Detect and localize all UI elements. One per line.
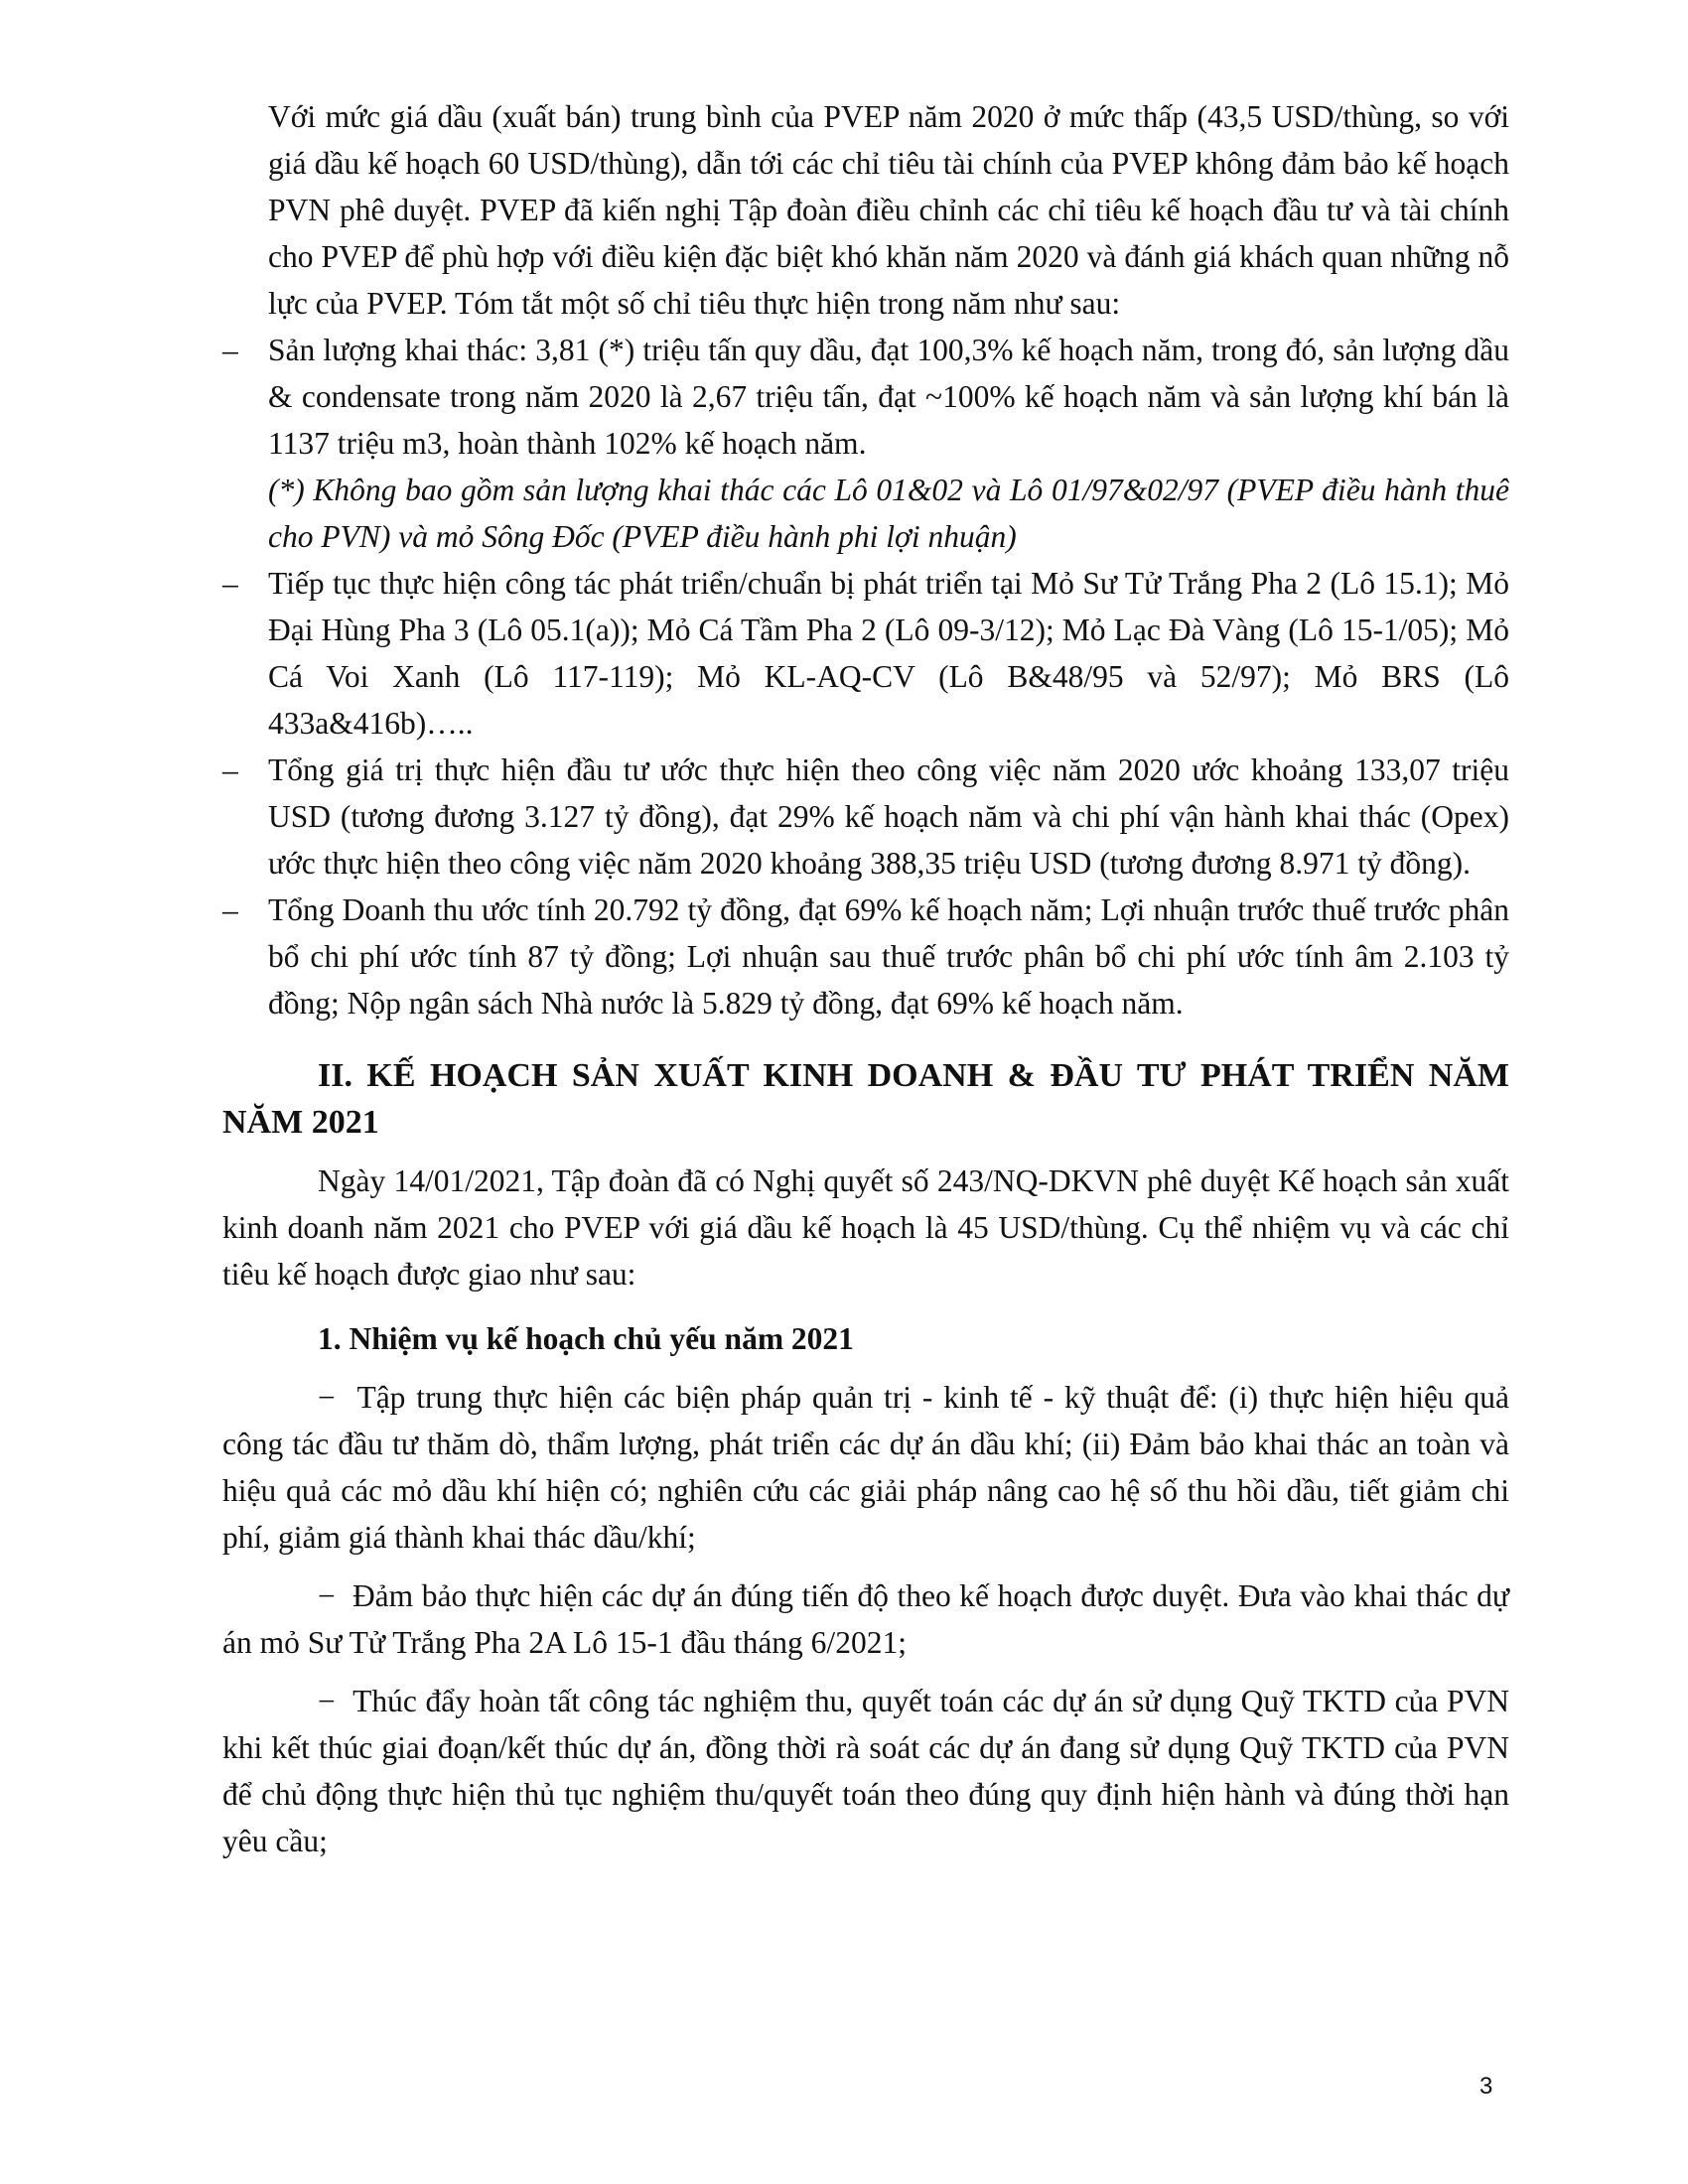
task-item [222,1678,1509,1864]
list-item [222,560,1509,747]
list-item-text: Sản lượng khai thác: 3,81 (*) triệu tấn quy dầu, đạt 100,3% kế hoạch năm, trong đó, sản lượng dầu & condensate trong năm 2020 là 2,67 triệu tấn, đạt ~100% kế hoạch năm và sản lượng khí bán là 1137 triệu m3, hoàn thành 102% kế hoạch năm. [268,333,1509,461]
dash-marker: – [222,566,238,601]
section-paragraph: Ngày 14/01/2021, Tập đoàn đã có Nghị quyết số 243/NQ-DKVN phê duyệt Kế hoạch sản xuất kinh doanh năm 2021 cho PVEP với giá dầu kế hoạch là 45 USD/thùng. Cụ thể nhiệm vụ và các chỉ tiêu kế hoạch được giao như sau: [222,1163,1509,1292]
list-item [222,887,1509,1026]
section-title: KẾ HOẠCH SẢN XUẤT KINH DOANH & ĐẦU TƯ PHÁT TRIỂN NĂM NĂM 2021 [222,1057,1510,1141]
list-item [222,747,1509,887]
section-number: II. [318,1057,352,1094]
dash-marker: – [222,333,238,367]
task-item [222,1572,1509,1666]
dash-marker: − [318,1684,336,1718]
list-item-text: Tiếp tục thực hiện công tác phát triển/chuẩn bị phát triển tại Mỏ Sư Tử Trắng Pha 2 (Lô 15.1); Mỏ Đại Hùng Pha 3 (Lô 05.1(a)); Mỏ Cá Tầm Pha 2 (Lô 09-3/12); Mỏ Lạc Đà Vàng (Lô 15-1/05); Mỏ Cá Voi Xanh (Lô 117-119); Mỏ KL-AQ-CV (Lô B&48/95 và 52/97); Mỏ BRS (Lô 433a&416b)….. [268,566,1509,741]
production-footnote: (*) Không bao gồm sản lượng khai thác các Lô 01&02 và Lô 01/97&02/97 (PVEP điều hành thuê cho PVN) và mỏ Sông Đốc (PVEP điều hành phi lợi nhuận) [268,473,1509,554]
task-text: Tập trung thực hiện các biện pháp quản trị - kinh tế - kỹ thuật để: (i) thực hiện hiệu quả công tác đầu tư thăm dò, thẩm lượng, phát triển các dự án dầu khí; (ii) Đảm bảo khai thác an toàn và hiệu quả các mỏ dầu khí hiện có; nghiên cứu các giải pháp nâng cao hệ số thu hồi dầu, tiết giảm chi phí, giảm giá thành khai thác dầu/khí; [222,1380,1510,1555]
intro-paragraph: Với mức giá dầu (xuất bán) trung bình của PVEP năm 2020 ở mức thấp (43,5 USD/thùng, so với giá dầu kế hoạch 60 USD/thùng), dẫn tới các chỉ tiêu tài chính của PVEP không đảm bảo kế hoạch PVN phê duyệt. PVEP đã kiến nghị Tập đoàn điều chỉnh các chỉ tiêu kế hoạch đầu tư và tài chính cho PVEP để phù hợp với điều kiện đặc biệt khó khăn năm 2020 và đánh giá khách quan những nỗ lực của PVEP. Tóm tắt một số chỉ tiêu thực hiện trong năm như sau: [268,99,1509,321]
dash-marker: – [222,752,238,787]
list-item-text: Tổng Doanh thu ước tính 20.792 tỷ đồng, đạt 69% kế hoạch năm; Lợi nhuận trước thuế trước phân bổ chi phí ước tính 87 tỷ đồng; Lợi nhuận sau thuế trước phân bổ chi phí ước tính âm 2.103 tỷ đồng; Nộp ngân sách Nhà nước là 5.829 tỷ đồng, đạt 69% kế hoạch năm. [268,892,1509,1021]
subsection-heading: 1. Nhiệm vụ kế hoạch chủ yếu năm 2021 [318,1321,854,1356]
results-list-continued [222,560,1509,1026]
section-heading [222,1052,1509,1146]
task-text: Đảm bảo thực hiện các dự án đúng tiến độ theo kế hoạch được duyệt. Đưa vào khai thác dự án mỏ Sư Tử Trắng Pha 2A Lô 15-1 đầu tháng 6/2021; [222,1578,1509,1660]
results-list [222,327,1509,467]
dash-marker: – [222,892,238,927]
task-text: Thúc đẩy hoàn tất công tác nghiệm thu, quyết toán các dự án sử dụng Quỹ TKTD của PVN khi kết thúc giai đoạn/kết thúc dự án, đồng thời rà soát các dự án đang sử dụng Quỹ TKTD của PVN để chủ động thực hiện thủ tục nghiệm thu/quyết toán theo đúng quy định hiện hành và đúng thời hạn yêu cầu; [222,1684,1509,1858]
dash-marker: − [318,1380,336,1415]
page-content [222,93,1509,1876]
dash-marker: − [318,1578,336,1613]
page-number: 3 [1479,2073,1493,2100]
list-item [222,327,1509,467]
list-item-text: Tổng giá trị thực hiện đầu tư ước thực hiện theo công việc năm 2020 ước khoảng 133,07 triệu USD (tương đương 3.127 tỷ đồng), đạt 29% kế hoạch năm và chi phí vận hành khai thác (Opex) ước thực hiện theo công việc năm 2020 khoảng 388,35 triệu USD (tương đương 8.971 tỷ đồng). [268,752,1509,881]
task-item [222,1374,1509,1561]
